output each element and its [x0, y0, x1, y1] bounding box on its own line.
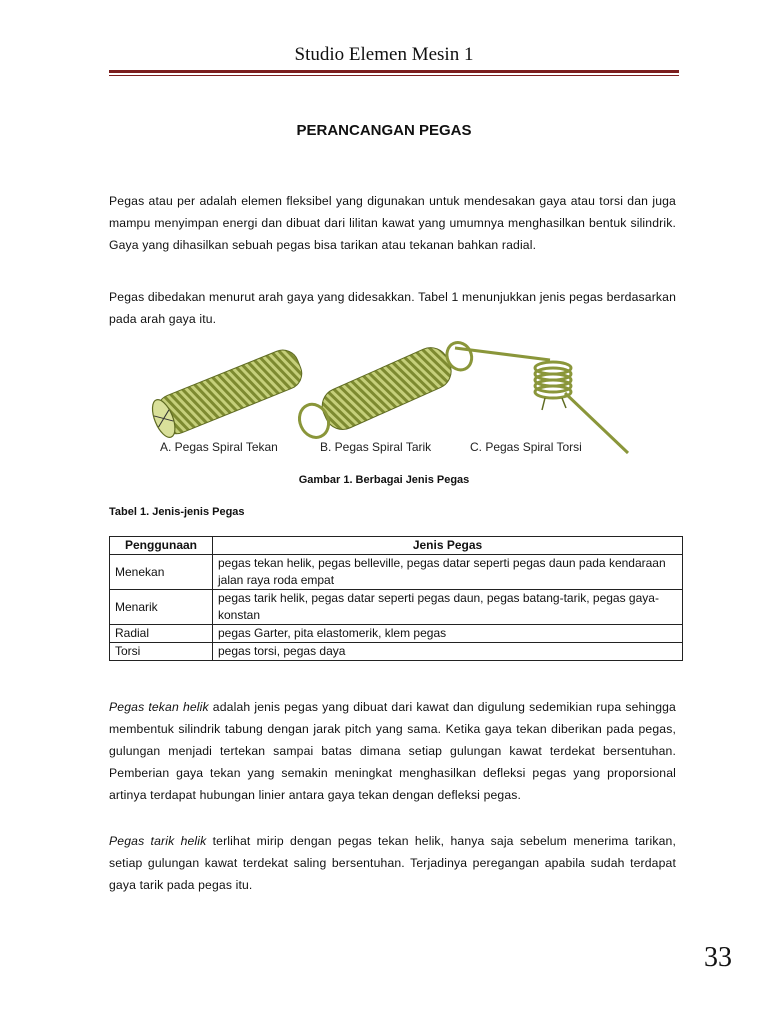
compression-spring-icon — [150, 345, 307, 440]
types-cell: pegas torsi, pegas daya — [213, 643, 683, 661]
figure-label-c: C. Pegas Spiral Torsi — [470, 440, 582, 454]
classification-paragraph: Pegas dibedakan menurut arah gaya yang didesakkan. Tabel 1 menunjukkan jenis pegas berdasarkan pada arah gaya itu. — [109, 290, 676, 326]
header-spring-type: Jenis Pegas — [213, 537, 683, 555]
running-header-title: Studio Elemen Mesin 1 — [294, 44, 474, 65]
header-usage: Penggunaan — [110, 537, 213, 555]
term-extension-spring: Pegas tarik helik — [109, 834, 207, 848]
usage-cell: Torsi — [110, 643, 213, 661]
usage-cell: Menarik — [110, 590, 213, 625]
spring-types-table — [109, 536, 683, 661]
term-compression-spring: Pegas tekan helik — [109, 700, 209, 714]
types-cell: pegas Garter, pita elastomerik, klem pegas — [213, 625, 683, 643]
table-row — [110, 555, 683, 590]
table-row — [110, 625, 683, 643]
table-header-row — [110, 537, 683, 555]
section-title: PERANCANGAN PEGAS — [296, 122, 472, 139]
page-number: 33 — [704, 942, 732, 973]
extension-spring-icon — [293, 338, 479, 446]
intro-paragraph: Pegas atau per adalah elemen fleksibel yang digunakan untuk mendesakan gaya atau torsi dan juga mampu menyimpan energi dan dibuat dari lilitan kawat yang umumnya menghasilkan bentuk silindrik. Gaya yang dihasilkan sebuah pegas bisa tarikan atau tekanan bahkan radial. — [109, 194, 676, 252]
compression-spring-paragraph — [109, 696, 676, 806]
extension-spring-paragraph — [109, 830, 676, 896]
figure-caption: Gambar 1. Berbagai Jenis Pegas — [298, 474, 470, 486]
figure-label-b: B. Pegas Spiral Tarik — [320, 440, 432, 454]
usage-cell: Menekan — [110, 555, 213, 590]
torsion-spring-icon — [455, 348, 628, 453]
table-row — [110, 590, 683, 625]
types-cell: pegas tarik helik, pegas datar seperti pegas daun, pegas batang-tarik, pegas gaya-konstan — [213, 590, 683, 625]
header-rule-thick — [109, 70, 679, 73]
table-title: Tabel 1. Jenis-jenis Pegas — [109, 506, 245, 518]
usage-cell: Radial — [110, 625, 213, 643]
types-cell: pegas tekan helik, pegas belleville, pegas datar seperti pegas daun pada kendaraan jalan raya roda empat — [213, 555, 683, 590]
header-rule-thin — [109, 75, 679, 76]
paragraph-body: terlihat mirip dengan pegas tekan helik, hanya saja sebelum menerima tarikan, setiap gulungan kawat terdekat saling bersentuhan. Terjadinya peregangan apabila sudah terdapat gaya tarik pada pegas itu. — [109, 834, 677, 892]
figure-label-a: A. Pegas Spiral Tekan — [160, 440, 278, 454]
table-row — [110, 643, 683, 661]
paragraph-body: adalah jenis pegas yang dibuat dari kawat dan digulung sedemikian rupa sehingga membentuk silindrik tabung dengan jarak pitch yang sama. Ketika gaya tekan diberikan pada pegas, gulungan menjadi tertekan sampai batas dimana setiap gulungan kawat terdekat bersentuhan. Pemberian gaya tekan yang semakin meningkat menghasilkan defleksi pegas yang proporsional artinya terdapat hubungan linier antara gaya tekan dengan defleksi pegas. — [109, 700, 676, 802]
